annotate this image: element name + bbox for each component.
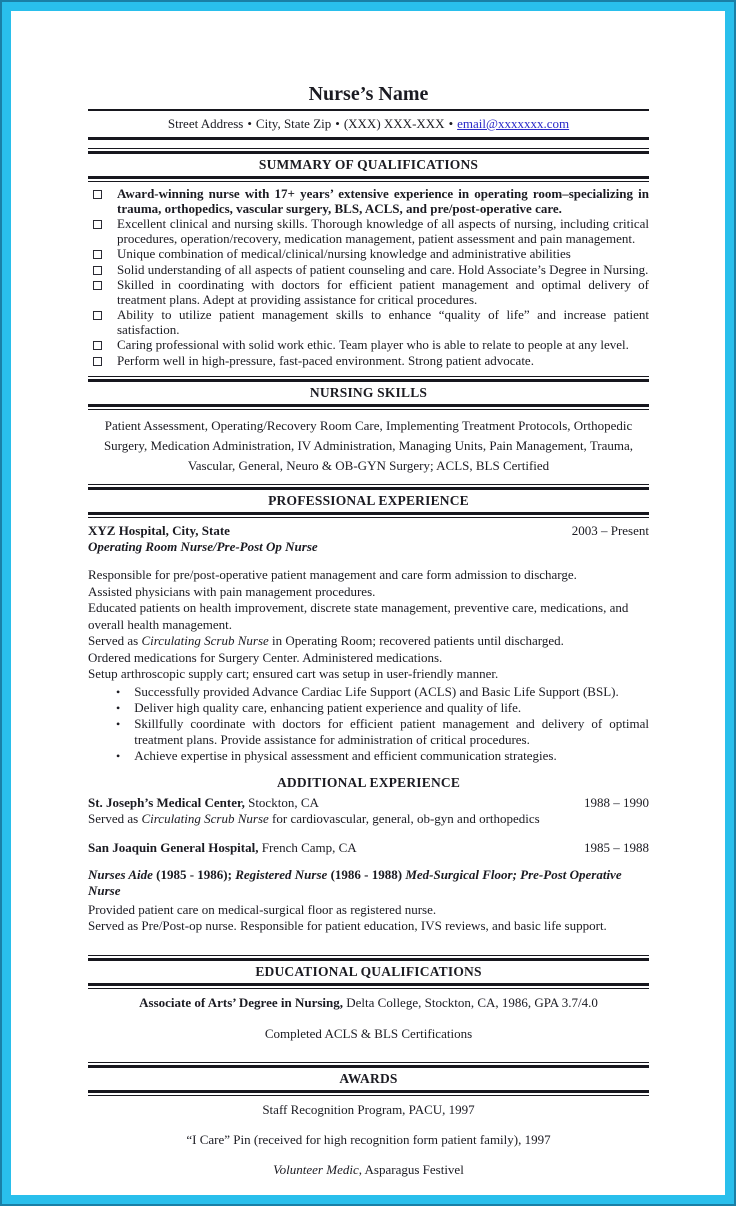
section-title-skills: NURSING SKILLS xyxy=(309,385,428,400)
role-emphasis: Circulating Scrub Nurse xyxy=(141,633,269,648)
list-item: Caring professional with solid work ethic. Team player who is able to relate to people at any level. xyxy=(93,338,649,353)
page-title: Nurse’s Name xyxy=(308,83,429,105)
bullet-separator-icon: • xyxy=(247,116,252,131)
section-header-skills xyxy=(88,376,649,410)
section-bar-bottom xyxy=(88,404,649,410)
award-item: “I Care” Pin (received for high recognition form patient family), 1997 xyxy=(186,1131,551,1147)
employment-dates: 1985 – 1988 xyxy=(584,839,649,855)
section-bar-bottom xyxy=(88,1090,649,1096)
employer-name: XYZ Hospital, City, State xyxy=(88,523,230,538)
degree-line: Associate of Arts’ Degree in Nursing, Delta College, Stockton, CA, 1986, GPA 3.7/4.0 xyxy=(139,994,598,1010)
employment-dates: 2003 – Present xyxy=(571,523,649,538)
section-header-education xyxy=(88,955,649,989)
name-divider xyxy=(88,109,649,111)
square-bullet-icon xyxy=(93,311,102,320)
job-header-row xyxy=(88,795,649,811)
bullet-separator-icon: • xyxy=(335,116,340,131)
section-header-awards xyxy=(88,1062,649,1096)
square-bullet-icon xyxy=(93,266,102,275)
square-bullet-icon xyxy=(93,341,102,350)
award-item: Staff Recognition Program, PACU, 1997 xyxy=(262,1101,475,1117)
email-link[interactable]: email@xxxxxxx.com xyxy=(457,116,570,131)
list-item: Solid understanding of all aspects of patient counseling and care. Hold Associate’s Degree in Nursing. xyxy=(93,263,649,278)
list-item: • Deliver high quality care, enhancing patient experience and quality of life. xyxy=(116,699,522,715)
roles-line: Nurses Aide (1985 - 1986); Registered Nurse (1986 - 1988) Med-Surgical Floor; Pre-Post Operative Nurse xyxy=(88,866,622,898)
resume-sheet xyxy=(11,11,725,1195)
contact-line xyxy=(88,115,649,133)
list-item: Award-winning nurse with 17+ years’ extensive experience in operating room–specializing in trauma, orthopedics, vascular surgery, BLS, ACLS, and pre/post-operative care. xyxy=(93,187,649,216)
square-bullet-icon xyxy=(93,190,102,199)
spacer xyxy=(88,935,649,947)
section-title-additional: ADDITIONAL EXPERIENCE xyxy=(276,774,461,790)
duty-line: Responsible for pre/post-operative patient management and care form admission to discharge. xyxy=(88,567,577,582)
section-header-experience xyxy=(88,484,649,518)
list-item: • Achieve expertise in physical assessment and efficient communication strategies. xyxy=(116,747,557,763)
summary-bullet-list xyxy=(88,187,649,368)
job-detail-line: Served as Circulating Scrub Nurse for cardiovascular, general, ob-gyn and orthopedics xyxy=(88,810,540,826)
employment-dates: 1988 – 1990 xyxy=(584,794,649,810)
contact-city-state-zip: City, State Zip xyxy=(255,116,332,131)
section-bar-top xyxy=(88,484,649,490)
job-title: Operating Room Nurse/Pre-Post Op Nurse xyxy=(88,539,318,554)
dot-bullet-icon: • xyxy=(116,748,121,763)
section-bar-top xyxy=(88,955,649,961)
section-header-summary xyxy=(88,148,649,182)
highlight-bullet-list xyxy=(88,684,649,764)
contact-address: Street Address xyxy=(167,116,244,131)
section-bar-bottom xyxy=(88,512,649,518)
bullet-separator-icon: • xyxy=(448,116,454,131)
duty-line: Ordered medications for Surgery Center. Administered medications. xyxy=(88,649,443,665)
note-line: Served as Pre/Post-op nurse. Responsible for patient education, IVS reviews, and basic life support. xyxy=(88,918,607,933)
contact-divider xyxy=(88,137,649,140)
section-title-education: EDUCATIONAL QUALIFICATIONS xyxy=(255,963,482,979)
employer-name: St. Joseph’s Medical Center, Stockton, CA xyxy=(88,794,319,810)
skills-paragraph: Patient Assessment, Operating/Recovery Room Care, Implementing Treatment Protocols, Orthopedic Surgery, Medication Administration, IV Administration, Managing Units, Pain Management, Trauma, Vascular, General, Neuro & OB-GYN Surgery; ACLS, BLS Certified xyxy=(103,418,634,473)
section-title-awards: AWARDS xyxy=(339,1070,398,1086)
note-line: Provided patient care on medical-surgical floor as registered nurse. xyxy=(88,901,437,917)
job-header-row xyxy=(88,523,649,539)
job-header-row xyxy=(88,840,649,856)
square-bullet-icon xyxy=(93,281,102,290)
section-bar-top xyxy=(88,148,649,154)
section-bar-top xyxy=(88,1062,649,1068)
certifications-line: Completed ACLS & BLS Certifications xyxy=(264,1025,473,1041)
section-bar-top xyxy=(88,376,649,382)
spacer xyxy=(88,1042,649,1054)
duty-line: Setup arthroscopic supply cart; ensured cart was setup in user-friendly manner. xyxy=(88,666,499,681)
dot-bullet-icon: • xyxy=(116,716,121,731)
dot-bullet-icon: • xyxy=(116,684,121,699)
employer-name: San Joaquin General Hospital, French Camp, CA xyxy=(88,839,357,855)
spacer xyxy=(88,827,649,835)
square-bullet-icon xyxy=(93,220,102,229)
list-item: • Successfully provided Advance Cardiac Life Support (ACLS) and Basic Life Support (BSL). xyxy=(116,683,619,699)
duty-line: Assisted physicians with pain management procedures. xyxy=(88,583,376,599)
duty-line: Educated patients on health improvement, discrete state management, preventive care, medications, and overall health management. xyxy=(88,600,629,632)
list-item: Excellent clinical and nursing skills. Thorough knowledge of all aspects of nursing, including critical procedures, operation/recovery, medication management, patient assessment and pain management. xyxy=(93,217,649,246)
section-title-summary: SUMMARY OF QUALIFICATIONS xyxy=(258,157,479,172)
list-item: • Skillfully coordinate with doctors for efficient patient management and delivery of optimal treatment plans. Provide assistance for administration of critical procedures. xyxy=(116,715,649,747)
duty-line: Served as Circulating Scrub Nurse in Operating Room; recovered patients until discharged. xyxy=(88,633,564,648)
list-item: Unique combination of medical/clinical/nursing knowledge and administrative abilities xyxy=(93,247,649,262)
role-emphasis: Circulating Scrub Nurse xyxy=(141,810,269,826)
dot-bullet-icon: • xyxy=(116,700,121,715)
award-item: Volunteer Medic, Asparagus Festivel xyxy=(273,1161,464,1177)
list-item: Skilled in coordinating with doctors for efficient patient management and optimal delivery of treatment plans. Adept at providing assistance for critical procedures. xyxy=(93,278,649,307)
section-title-experience: PROFESSIONAL EXPERIENCE xyxy=(268,493,469,508)
list-item: Perform well in high-pressure, fast-paced environment. Strong patient advocate. xyxy=(93,354,649,369)
square-bullet-icon xyxy=(93,250,102,259)
list-item: Ability to utilize patient management skills to enhance “quality of life” and increase patient satisfaction. xyxy=(93,308,649,337)
section-bar-bottom xyxy=(88,983,649,989)
section-bar-bottom xyxy=(88,176,649,182)
square-bullet-icon xyxy=(93,357,102,366)
contact-phone: (XXX) XXX-XXX xyxy=(343,116,445,131)
